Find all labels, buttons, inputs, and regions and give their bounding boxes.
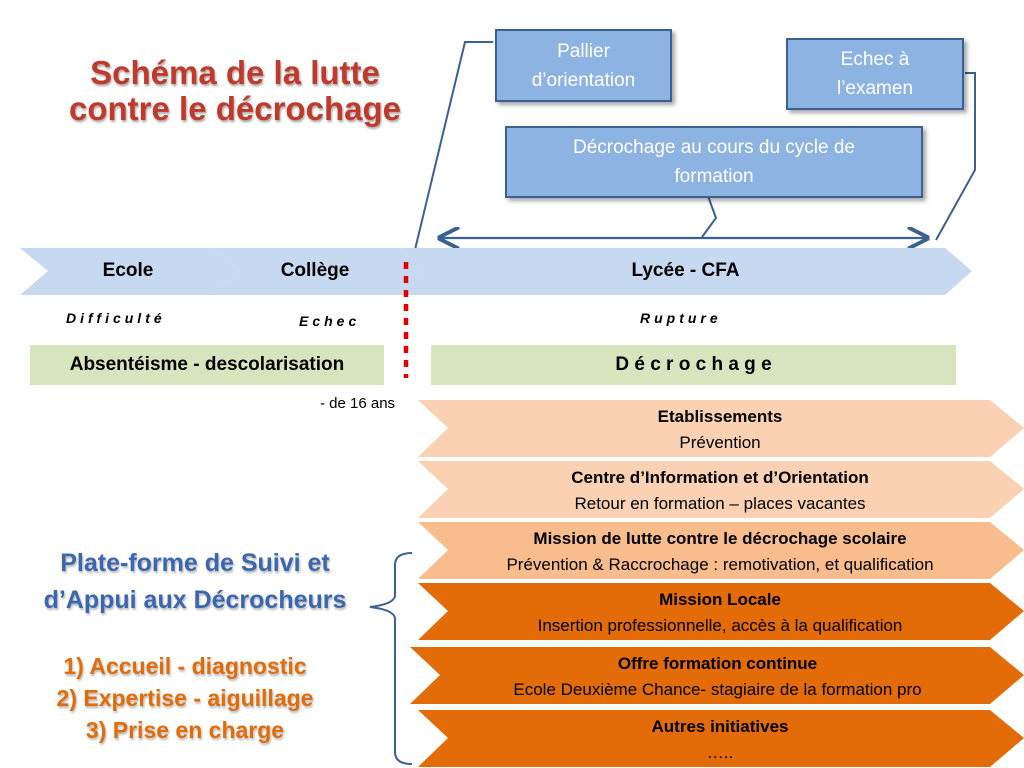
band-autres-initiatives [430,711,1010,767]
plateforme-line-2: d’Appui aux Décrocheurs [43,586,347,614]
pallier-callout-line [413,42,493,258]
step-item: 3) Prise en charge [85,717,285,743]
plateforme-title [0,545,390,619]
band-title: Etablissements [657,407,783,426]
steps-list [20,650,350,746]
band-title: Mission de lutte contre le décrochage scolaire [533,529,907,548]
pallier-line-1: Pallier [557,40,610,62]
cycle-callout-line [702,196,716,237]
echec-examen-box [786,38,964,110]
label-echec: Echec [299,313,361,329]
absenteisme-box: Absentéisme - descolarisation [30,345,384,385]
band-subtitle: Prévention & Raccrochage : remotivation, et qualification [506,555,934,574]
band-title: Centre d’Information et d’Orientation [571,468,869,487]
band-title: Offre formation continue [617,654,818,673]
band-mission-locale [430,584,1010,640]
pallier-orientation-box [495,29,672,102]
band-etablissements [430,401,1010,457]
step-item: 1) Accueil - diagnostic [63,653,307,679]
decrochage-box: D é c r o c h a g e [431,345,956,385]
timeline-ecole-label: Ecole [102,260,154,281]
band-subtitle: Insertion professionnelle, accès à la qualification [537,616,903,635]
band-subtitle: ….. [706,743,734,762]
band-subtitle: Retour en formation – places vacantes [574,494,866,513]
band-title: Mission Locale [659,590,781,609]
decrochage-cycle-line-1: Décrochage au cours du cycle de [573,137,855,158]
title-line-2: contre le décrochage [69,90,401,127]
band-mlds [430,523,1010,579]
band-title: Autres initiatives [651,717,789,736]
label-rupture: Rupture [640,310,722,326]
label-difficulte: Difficulté [66,310,166,326]
band-formation-continue [425,648,1010,704]
decrochage-cycle-box [505,126,923,198]
step-item: 2) Expertise - aiguillage [56,685,314,711]
band-subtitle: Prévention [679,433,761,452]
plateforme-line-1: Plate-forme de Suivi et [60,549,330,577]
timeline-lycee-label: Lycée - CFA [631,260,740,281]
band-subtitle: Ecole Deuxième Chance- stagiaire de la formation pro [513,680,922,699]
echec-examen-line-1: Echec à [840,49,910,70]
title-line-1: Schéma de la lutte [90,54,380,91]
label-moins-16-ans: - de 16 ans [320,395,396,412]
echec-examen-line-2: l’examen [836,78,914,99]
decrochage-cycle-line-2: formation [674,166,754,187]
band-cio [430,462,1010,518]
timeline-college-label: Collège [280,260,350,281]
pallier-line-2: d’orientation [531,69,636,91]
